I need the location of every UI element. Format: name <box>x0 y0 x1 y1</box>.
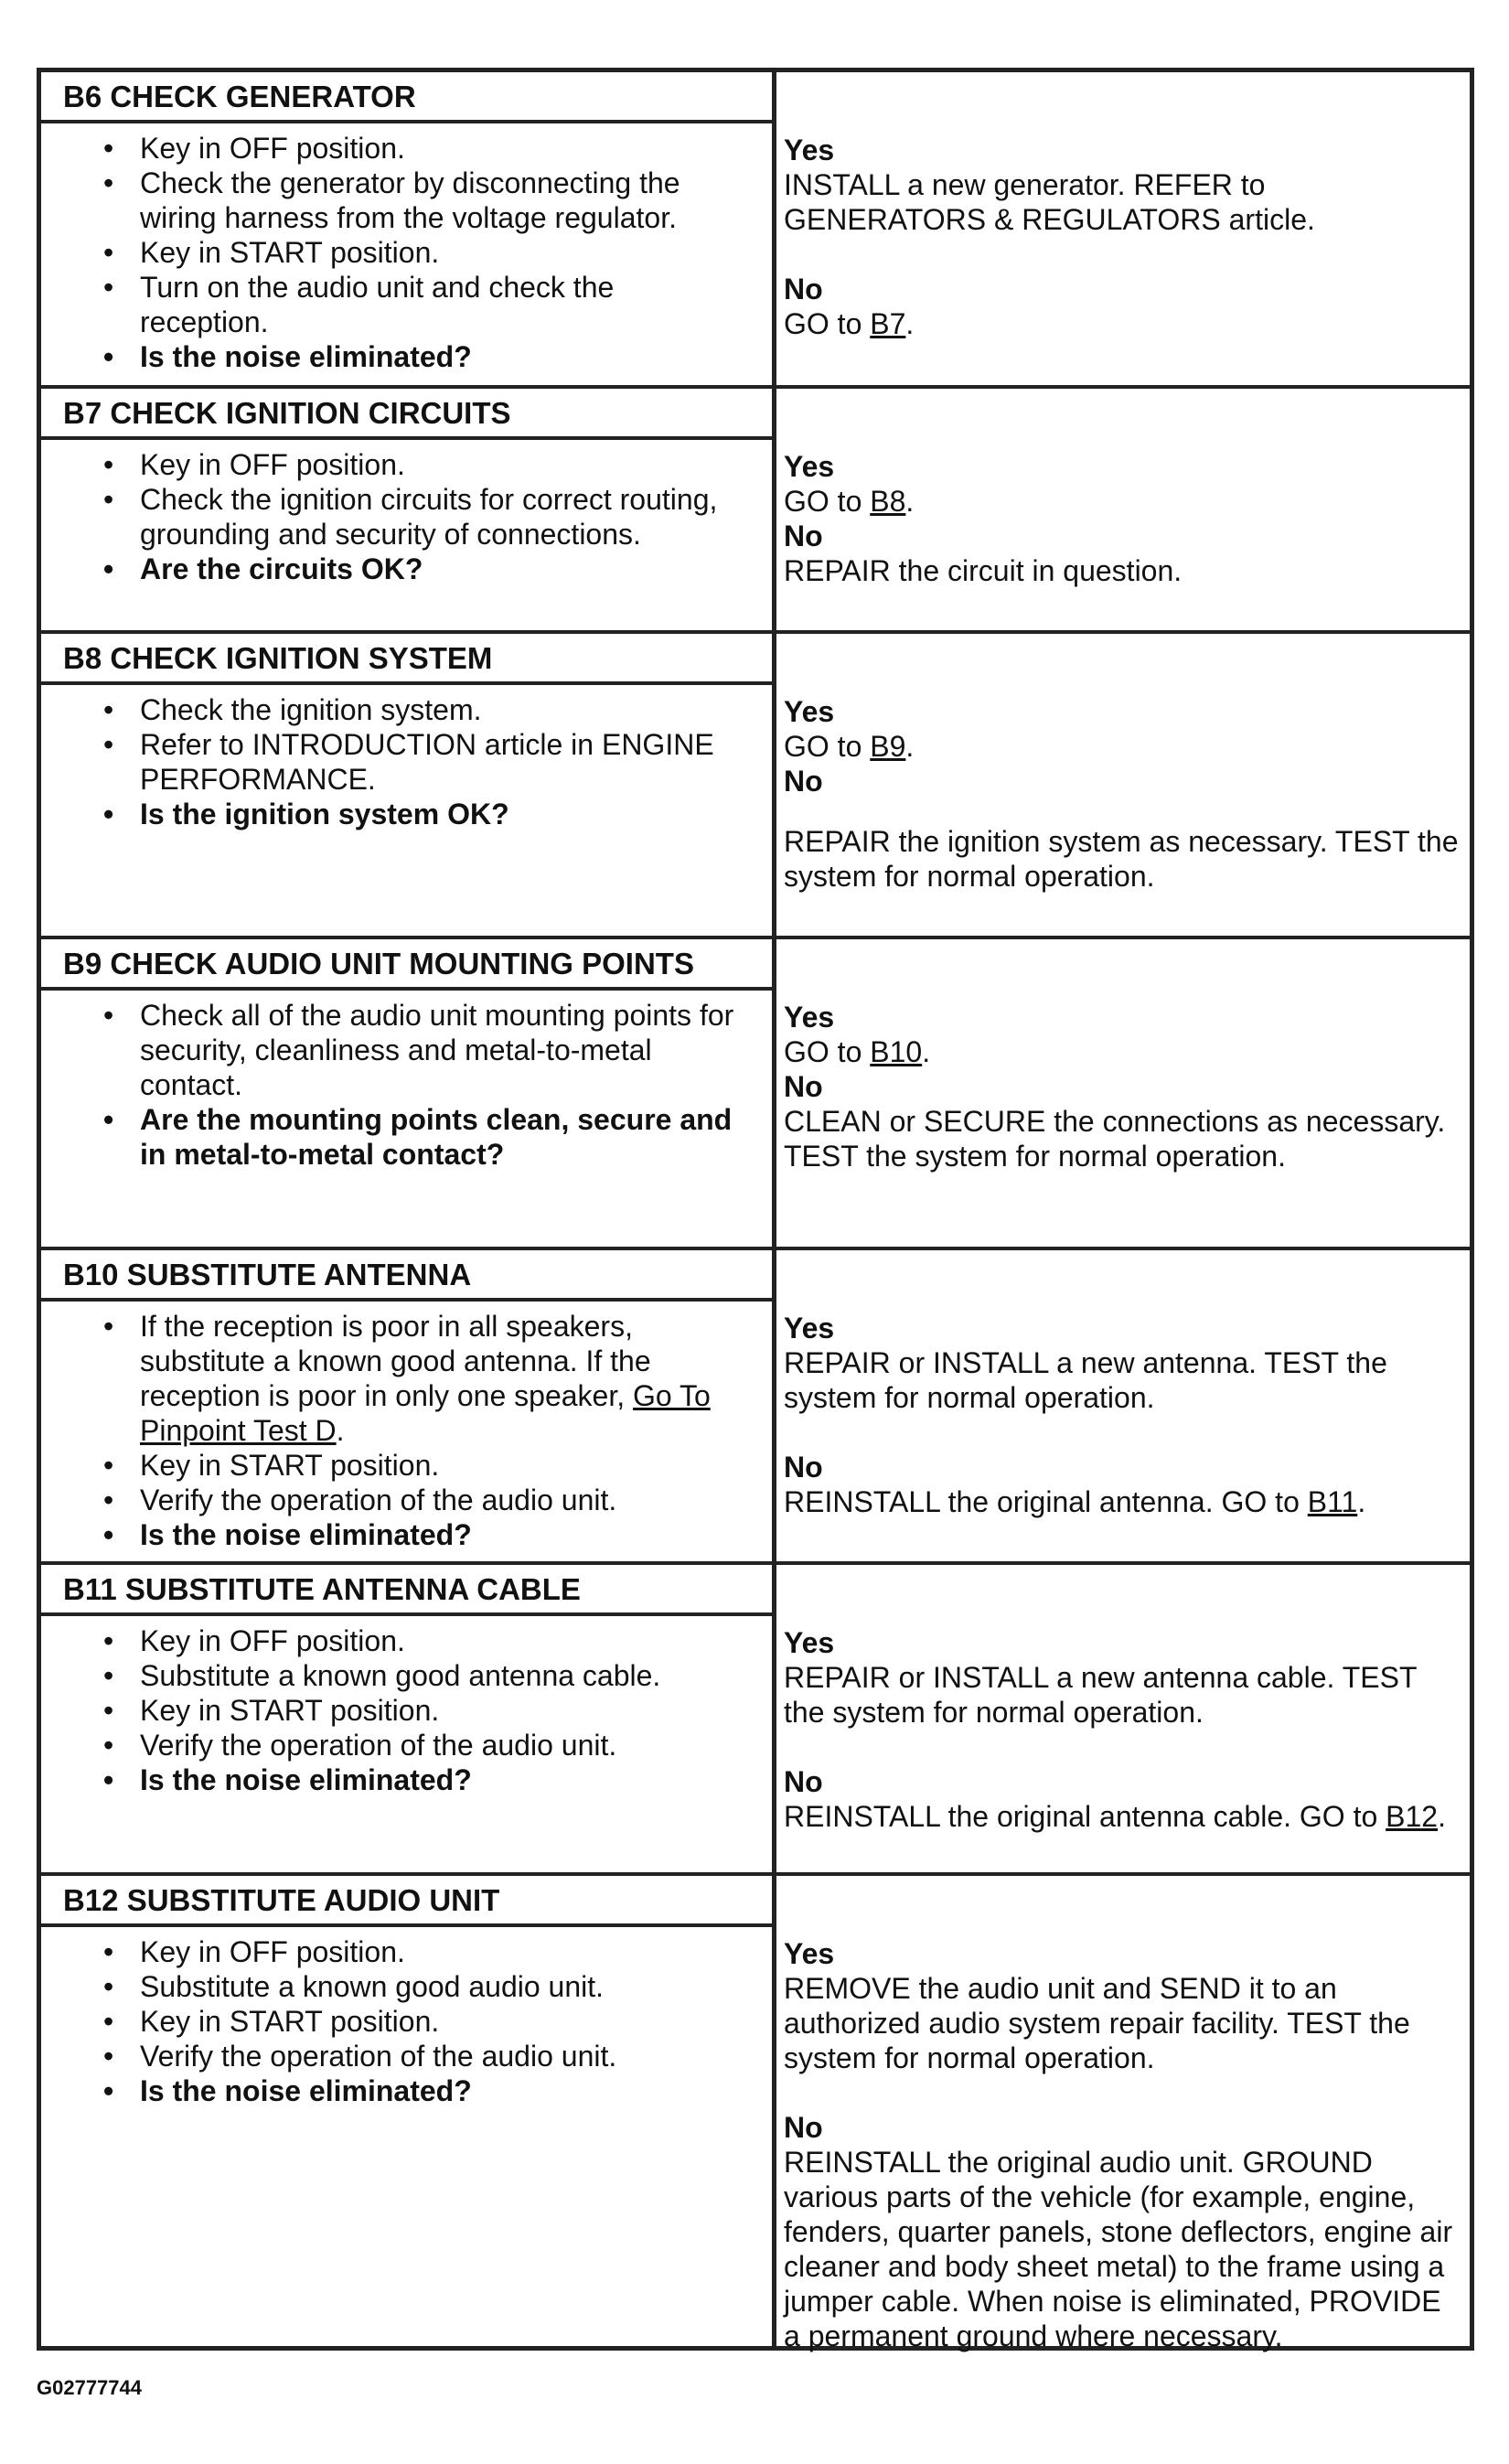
procedure-table <box>37 68 1474 2351</box>
step-continuation: • Refer to INTRODUCTION article in ENGINE PERFORMANCE. <box>140 727 736 797</box>
step-question: • Is the noise eliminated? <box>140 1762 736 1797</box>
yes-label: Yes <box>784 134 835 166</box>
section-title: B12 SUBSTITUTE AUDIO UNIT <box>41 1876 772 1927</box>
step-item: • Key in START position. <box>140 1448 736 1483</box>
no-response: No GO to B7. <box>784 272 1465 341</box>
step-item: • Key in START position. <box>140 1693 736 1728</box>
yes-response <box>784 133 1465 237</box>
no-text: REINSTALL the original audio unit. GROUND various parts of the vehicle (for example, engine, fenders, quarter panels, stone deflectors, engine air cleaner and body sheet metal) to the frame using a jumper cable. When noise is eliminated, PROVIDE a permanent ground where necessary. <box>784 2146 1453 2352</box>
no-response <box>784 2110 1465 2353</box>
section-b12 <box>41 1876 1470 2352</box>
yes-label: Yes <box>784 1937 835 1970</box>
yes-text: INSTALL a new generator. REFER to GENERATORS & REGULATORS article. <box>784 168 1315 236</box>
yes-response: Yes GO to B9. <box>784 694 1465 764</box>
section-title: B11 SUBSTITUTE ANTENNA CABLE <box>41 1565 772 1616</box>
yes-response: Yes GO to B10. <box>784 1000 1465 1069</box>
step-item: • Substitute a known good antenna cable. <box>140 1658 736 1693</box>
goto-b12-link[interactable]: B12 <box>1386 1800 1439 1833</box>
yes-text: GO to <box>784 730 862 763</box>
no-text: REPAIR the ignition system as necessary. TEST the system for normal operation. <box>784 825 1459 893</box>
no-label: No <box>784 1451 823 1484</box>
step-list <box>41 1309 736 1552</box>
step-list <box>41 998 736 1172</box>
no-text: GO to <box>784 307 862 340</box>
goto-b11-link[interactable]: B11 <box>1307 1485 1358 1518</box>
no-response: No REINSTALL the original antenna cable. GO to B12. <box>784 1764 1465 1834</box>
step-item: • Verify the operation of the audio unit. <box>140 1728 736 1762</box>
step-question: • Is the ignition system OK? <box>140 797 736 831</box>
step-question: • Is the noise eliminated? <box>140 2073 736 2108</box>
goto-b10-link[interactable]: B10 <box>870 1035 923 1068</box>
yes-label: Yes <box>784 1626 835 1659</box>
step-list <box>41 1623 736 1797</box>
yes-text: REMOVE the audio unit and SEND it to an authorized audio system repair facility. TEST the system for normal operation. <box>784 1972 1410 2074</box>
section-b6 <box>41 72 1470 385</box>
pinpoint-test-d-link[interactable]: Go To Pinpoint Test D <box>140 1379 711 1447</box>
no-response <box>784 519 1465 588</box>
section-b10 <box>41 1250 1470 1561</box>
yes-label: Yes <box>784 1312 835 1344</box>
no-label: No <box>784 765 823 798</box>
goto-b8-link[interactable]: B8 <box>870 485 906 518</box>
yes-label: Yes <box>784 1001 835 1034</box>
step-question: • Is the noise eliminated? <box>140 1517 736 1552</box>
section-title: B9 CHECK AUDIO UNIT MOUNTING POINTS <box>41 939 772 991</box>
no-text: REINSTALL the original antenna cable. GO to <box>784 1800 1378 1833</box>
step-list <box>41 1934 736 2108</box>
step-text: If the reception is poor in all speakers, substitute a known good antenna. If the reception is poor in only one speaker, <box>140 1310 651 1412</box>
no-response <box>784 764 1465 894</box>
step-item: • Key in OFF position. <box>140 1623 736 1658</box>
step-item: • Turn on the audio unit and check the reception. <box>140 270 736 339</box>
no-label: No <box>784 1070 823 1103</box>
step-item: • If the reception is poor in all speakers, substitute a known good antenna. If the reception is poor in only one speaker, Go To Pinpoint Test D. <box>140 1309 736 1448</box>
step-list <box>41 131 736 374</box>
yes-text: GO to <box>784 485 862 518</box>
step-item: • Substitute a known good audio unit. <box>140 1969 736 2004</box>
section-title: B8 CHECK IGNITION SYSTEM <box>41 634 772 685</box>
step-item: • Verify the operation of the audio unit. <box>140 1483 736 1517</box>
yes-text: GO to <box>784 1035 862 1068</box>
section-b7 <box>41 389 1470 630</box>
step-item: • Key in OFF position. <box>140 1934 736 1969</box>
no-text: REPAIR the circuit in question. <box>784 554 1183 587</box>
no-text: CLEAN or SECURE the connections as necessary. TEST the system for normal operation. <box>784 1105 1446 1173</box>
yes-text: REPAIR or INSTALL a new antenna. TEST the system for normal operation. <box>784 1346 1387 1414</box>
yes-response <box>784 1625 1465 1730</box>
step-item: • Verify the operation of the audio unit. <box>140 2039 736 2073</box>
no-text: REINSTALL the original antenna. GO to <box>784 1485 1300 1518</box>
section-b9 <box>41 939 1470 1247</box>
section-title: B6 CHECK GENERATOR <box>41 72 772 123</box>
yes-label: Yes <box>784 450 835 483</box>
yes-response <box>784 1311 1465 1415</box>
no-label: No <box>784 520 823 552</box>
step-item: • Key in START position. <box>140 2004 736 2039</box>
yes-response: Yes GO to B8. <box>784 449 1465 519</box>
goto-b9-link[interactable]: B9 <box>870 730 906 763</box>
step-list <box>41 447 736 586</box>
step-item: • Check the ignition system. <box>140 692 736 727</box>
no-response <box>784 1069 1465 1173</box>
goto-b7-link[interactable]: B7 <box>870 307 906 340</box>
step-item: • Key in START position. <box>140 235 736 270</box>
step-question: • Are the mounting points clean, secure and in metal-to-metal contact? <box>140 1102 736 1172</box>
yes-text: REPAIR or INSTALL a new antenna cable. TEST the system for normal operation. <box>784 1661 1417 1729</box>
section-title: B10 SUBSTITUTE ANTENNA <box>41 1250 772 1302</box>
step-question: • Is the noise eliminated? <box>140 339 736 374</box>
no-response: No REINSTALL the original antenna. GO to B11. <box>784 1450 1465 1519</box>
no-label: No <box>784 273 823 305</box>
step-question: • Are the circuits OK? <box>140 552 736 586</box>
no-label: No <box>784 2111 823 2144</box>
step-item: • Key in OFF position. <box>140 447 736 482</box>
step-list <box>41 692 736 831</box>
section-b8 <box>41 634 1470 936</box>
yes-response <box>784 1936 1465 2075</box>
step-item: • Check the ignition circuits for correct routing, grounding and security of connections. <box>140 482 736 552</box>
figure-code: G02777744 <box>37 2376 142 2399</box>
section-b11 <box>41 1565 1470 1872</box>
no-label: No <box>784 1765 823 1798</box>
yes-label: Yes <box>784 695 835 728</box>
section-title: B7 CHECK IGNITION CIRCUITS <box>41 389 772 440</box>
step-item: • Check the generator by disconnecting the wiring harness from the voltage regulator. <box>140 166 736 235</box>
step-item: • Key in OFF position. <box>140 131 736 166</box>
step-item: • Check all of the audio unit mounting points for security, cleanliness and metal-to-metal contact. <box>140 998 736 1102</box>
